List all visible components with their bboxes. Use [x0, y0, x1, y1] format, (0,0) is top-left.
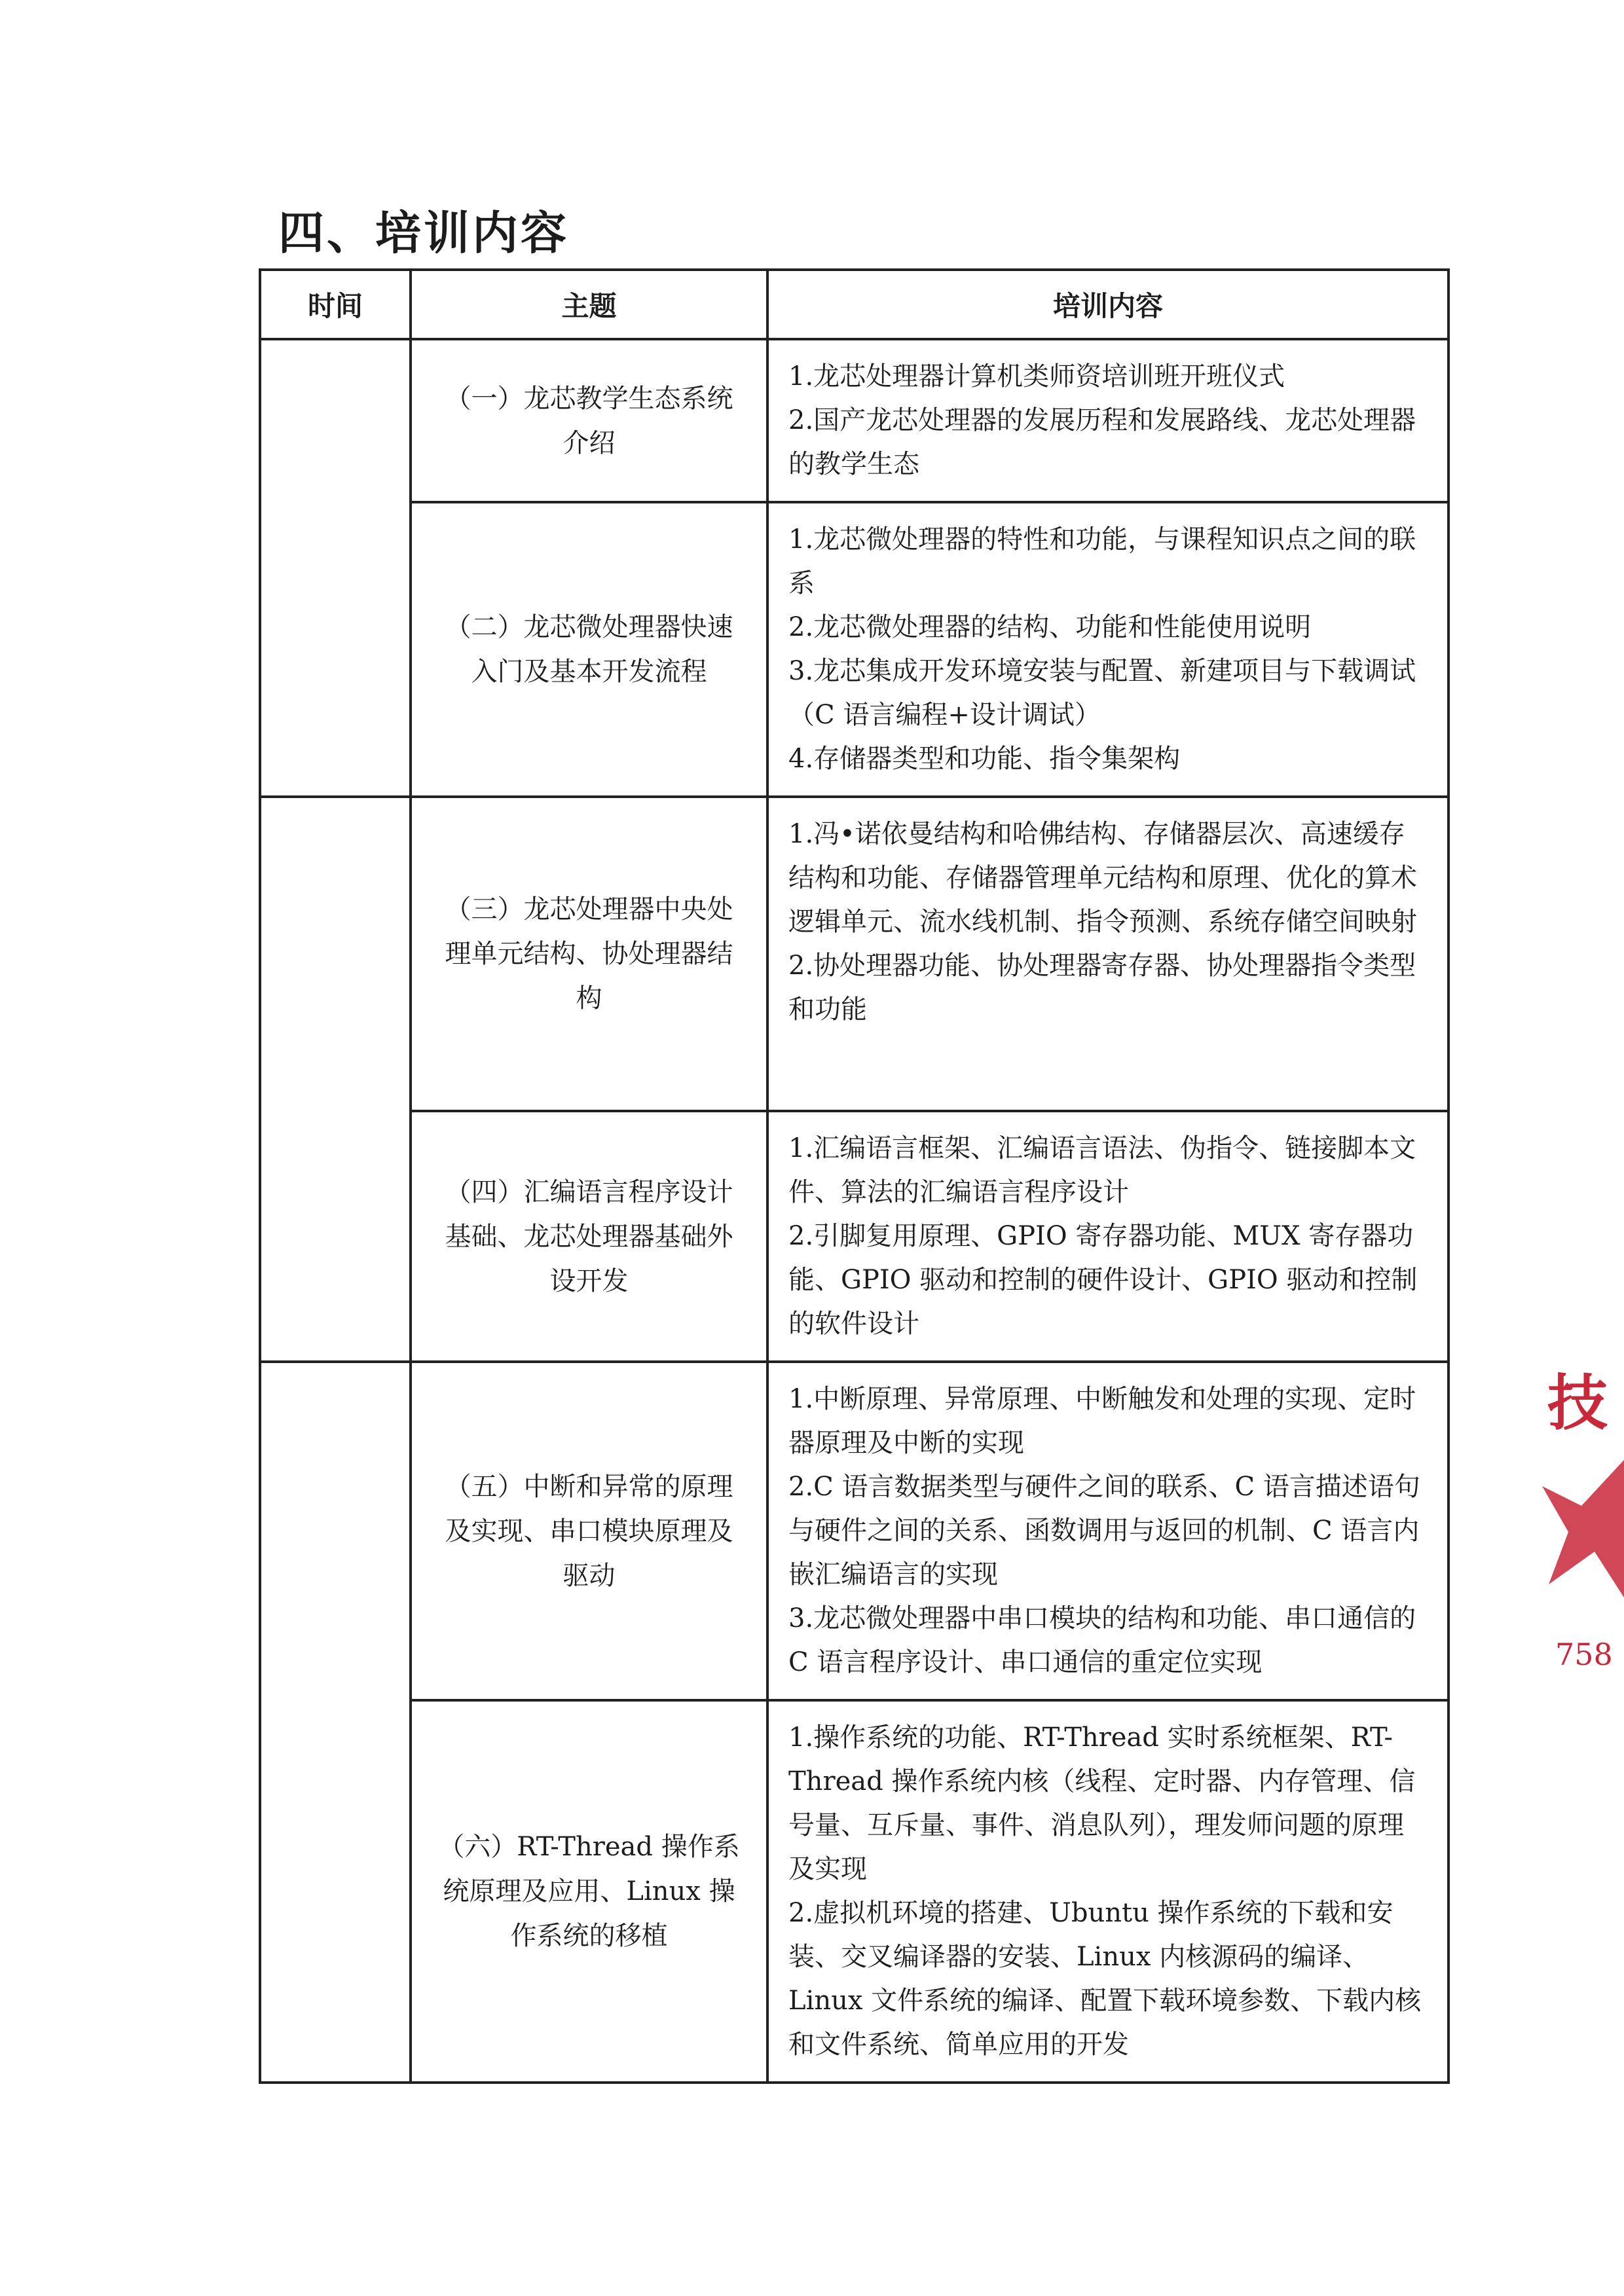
- topic-cell: （六）RT-Thread 操作系统原理及应用、Linux 操作系统的移植: [411, 1700, 767, 2083]
- content-cell: [767, 1111, 1449, 1362]
- content-item: 2.国产龙芯处理器的发展历程和发展路线、龙芯处理器的教学生态: [788, 405, 1416, 479]
- content-item: 4.存储器类型和功能、指令集架构: [788, 744, 1181, 774]
- content-item: 1.中断原理、异常原理、中断触发和处理的实现、定时器原理及中断的实现: [788, 1384, 1416, 1458]
- table-row: [260, 502, 1449, 797]
- stamp-character: 技: [1547, 1368, 1608, 1438]
- table-row: [260, 797, 1449, 1111]
- training-content-table: [259, 268, 1450, 2084]
- content-item: 1.汇编语言框架、汇编语言语法、伪指令、链接脚本文件、算法的汇编语言程序设计: [788, 1133, 1416, 1207]
- section-title: 四、培训内容: [278, 206, 569, 260]
- red-seal-stamp: [1542, 1329, 1624, 1672]
- topic-cell: （一）龙芯教学生态系统介绍: [411, 339, 767, 502]
- header-content: 培训内容: [767, 270, 1449, 339]
- content-cell: [767, 502, 1449, 797]
- stamp-number: 758: [1555, 1637, 1613, 1672]
- content-item: 2.C 语言数据类型与硬件之间的联系、C 语言描述语句与硬件之间的关系、函数调用与返回的机制、C 语言内嵌汇编语言的实现: [788, 1472, 1420, 1590]
- table-header-row: [260, 270, 1449, 339]
- header-time: 时间: [260, 270, 411, 339]
- content-cell: [767, 339, 1449, 502]
- content-item: 3.龙芯微处理器中串口模块的结构和功能、串口通信的 C 语言程序设计、串口通信的重定位实现: [788, 1603, 1416, 1677]
- content-item: 2.协处理器功能、协处理器寄存器、协处理器指令类型和功能: [788, 951, 1416, 1025]
- table-row: [260, 1111, 1449, 1362]
- content-cell: [767, 797, 1449, 1111]
- time-cell: [260, 797, 411, 1362]
- table-row: [260, 339, 1449, 502]
- topic-cell: （五）中断和异常的原理及实现、串口模块原理及驱动: [411, 1362, 767, 1700]
- content-item: 1.冯•诺依曼结构和哈佛结构、存储器层次、高速缓存结构和功能、存储器管理单元结构和原理、优化的算术逻辑单元、流水线机制、指令预测、系统存储空间映射: [788, 819, 1417, 937]
- table-row: [260, 1362, 1449, 1700]
- content-item: 2.龙芯微处理器的结构、功能和性能使用说明: [788, 612, 1312, 642]
- time-cell: [260, 1362, 411, 2083]
- topic-cell: （三）龙芯处理器中央处理单元结构、协处理器结构: [411, 797, 767, 1111]
- topic-cell: （二）龙芯微处理器快速入门及基本开发流程: [411, 502, 767, 797]
- content-item: 1.操作系统的功能、RT-Thread 实时系统框架、RT-Thread 操作系统内核（线程、定时器、内存管理、信号量、互斥量、事件、消息队列），理发师问题的原理及实现: [788, 1722, 1416, 1884]
- content-item: 1.龙芯微处理器的特性和功能，与课程知识点之间的联系: [788, 524, 1416, 598]
- topic-cell: （四）汇编语言程序设计基础、龙芯处理器基础外设开发: [411, 1111, 767, 1362]
- time-cell: [260, 339, 411, 797]
- stamp-star-icon: [1542, 1460, 1624, 1597]
- content-cell: [767, 1362, 1449, 1700]
- header-topic: 主题: [411, 270, 767, 339]
- content-item: 2.虚拟机环境的搭建、Ubuntu 操作系统的下载和安装、交叉编译器的安装、Linux 内核源码的编译、Linux 文件系统的编译、配置下载环境参数、下载内核和文件系统、简单应用的开发: [788, 1898, 1422, 2060]
- content-item: 2.引脚复用原理、GPIO 寄存器功能、MUX 寄存器功能、GPIO 驱动和控制的硬件设计、GPIO 驱动和控制的软件设计: [788, 1221, 1418, 1339]
- table-row: [260, 1700, 1449, 2083]
- content-cell: [767, 1700, 1449, 2083]
- content-item: 1.龙芯处理器计算机类师资培训班开班仪式: [788, 361, 1285, 392]
- content-item: 3.龙芯集成开发环境安装与配置、新建项目与下载调试（C 语言编程+设计调试）: [788, 656, 1416, 730]
